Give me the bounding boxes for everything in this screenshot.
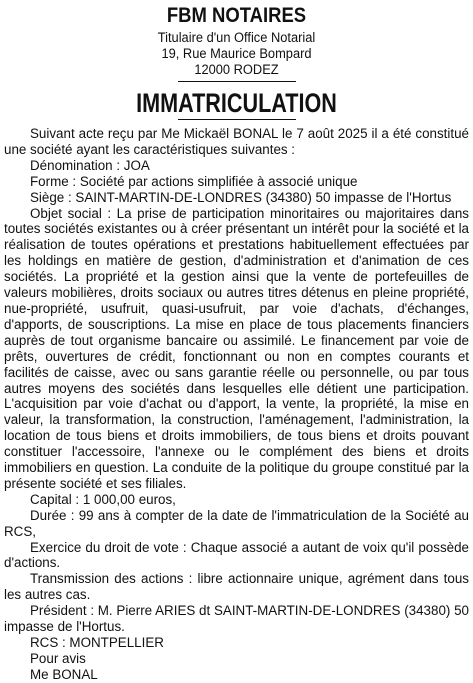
pour-avis: Pour avis bbox=[30, 650, 86, 666]
signature: Me BONAL bbox=[30, 666, 98, 682]
notice-body bbox=[4, 126, 469, 683]
capital: Capital : 1 000,00 euros, bbox=[30, 491, 176, 507]
notice-title: IMMATRICULATION bbox=[136, 88, 337, 118]
office-line-title: Titulaire d'un Office Notarial bbox=[157, 30, 316, 45]
denomination: Dénomination : JOA bbox=[30, 157, 150, 173]
office-name: FBM NOTAIRES bbox=[166, 4, 307, 27]
office-line-city: 12000 RODEZ bbox=[194, 62, 279, 77]
registered-office: Siège : SAINT-MARTIN-DE-LONDRES (34380) 50 impasse de l'Hortus bbox=[30, 189, 452, 205]
corporate-purpose: Objet social : La prise de participation minoritaires ou majoritaires dans toutes sociétés existantes ou à créer présentant un intérêt pour la société et la réalisation de toutes opérations et prestations habituellement effectuées par les holdings en matière de gestion, d'administration et d'animation de ces sociétés. La propriété et la gestion ainsi que la vente de portefeuilles de valeurs mobilières, droits sociaux ou autres titres détenus en pleine propriété, nue-propriété, usufruit, quasi-usufruit, par voie d'achats, d'échanges, d'apports, de souscriptions. La mise en place de tous placements financiers auprès de tout organisme bancaire ou assimilé. Le financement par voie de prêts, ouvertures de crédit, fonctionnant ou non en comptes courants et facilités de caisse, avec ou sans garantie réelle ou personnelle, ou par tous autres moyens des sociétés dans lesquelles elle détient une participation. L'acquisition par voie d'achat ou d'apport, la vente, la propriété, la mise en valeur, la transformation, la construction, l'aménagement, l'administration, la location de tous biens et droits immobiliers, de tous biens et droits pouvant constituer l'accessoire, l'annexe ou le complément des biens et droits immobiliers en question. La conduite de la politique du groupe constitué par la présente société et ses filiales. bbox=[4, 205, 469, 491]
header-divider bbox=[178, 81, 296, 82]
share-transfer: Transmission des actions : libre actionnaire unique, agrément dans tous les autres cas. bbox=[4, 571, 469, 603]
duration: Durée : 99 ans à compter de la date de l'immatriculation de la Société au RCS, bbox=[4, 507, 469, 539]
office-line-street: 19, Rue Maurice Bompard bbox=[161, 46, 312, 61]
president: Président : M. Pierre ARIES dt SAINT-MARTIN-DE-LONDRES (34380) 50 impasse de l'Hortus. bbox=[4, 603, 469, 635]
title-divider bbox=[178, 119, 296, 120]
rcs: RCS : MONTPELLIER bbox=[30, 635, 164, 650]
intro-paragraph: Suivant acte reçu par Me Mickaël BONAL le 7 août 2025 il a été constitué une société ayant les caractéristiques suivantes : bbox=[4, 126, 469, 157]
legal-form: Forme : Société par actions simplifiée à associé unique bbox=[30, 173, 358, 189]
voting-rights: Exercice du droit de vote : Chaque associé a autant de voix qu'il possède d'actions. bbox=[4, 539, 469, 571]
legal-notice bbox=[0, 4, 473, 683]
